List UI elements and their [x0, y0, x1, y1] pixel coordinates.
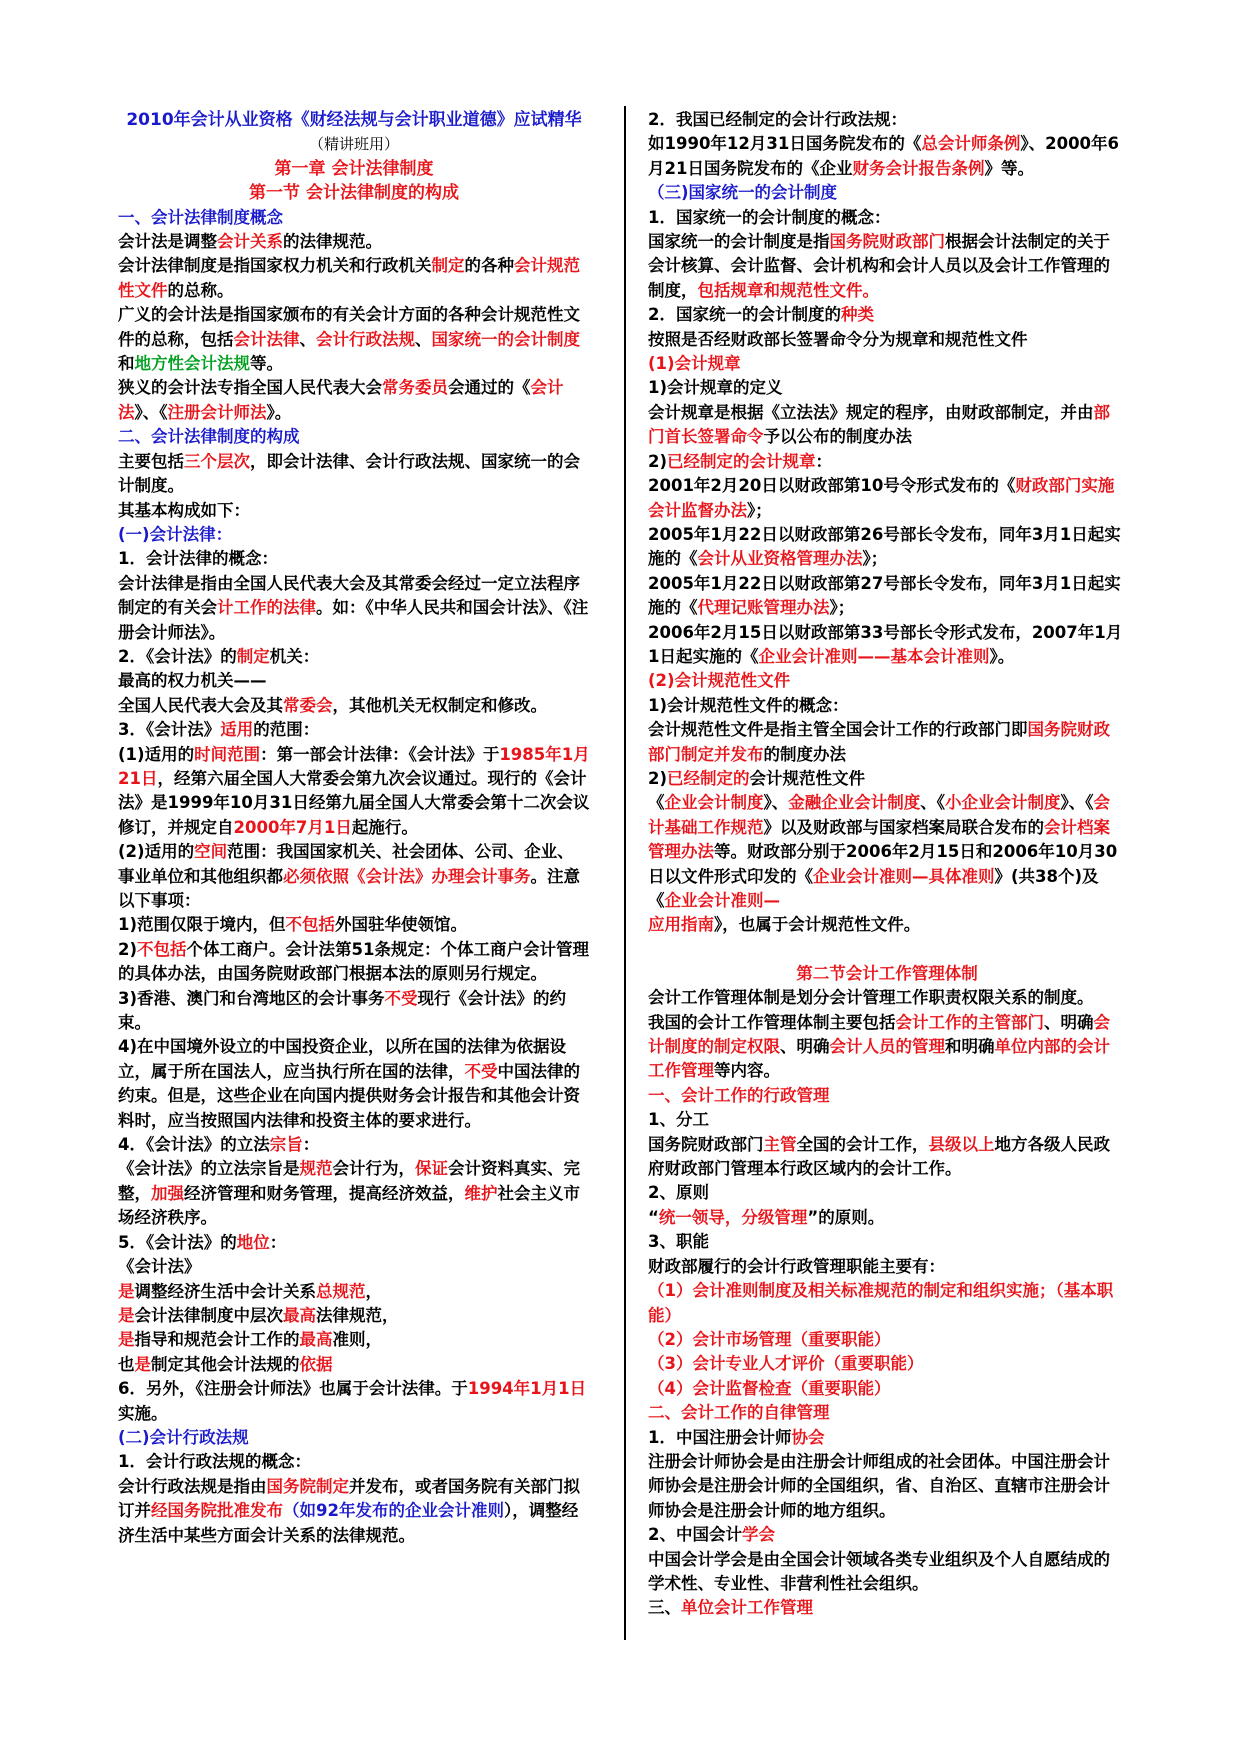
text-run: 计工作的法律: [217, 598, 316, 618]
text-run: 经国务院批准发布: [151, 1501, 283, 1521]
text-run: 财务会计报告条例: [852, 158, 985, 178]
text-run: 会计工作管理体制是划分会计管理工作职责权限关系的制度。: [648, 988, 1094, 1008]
text-run: 三个层次: [184, 451, 250, 471]
text-run: 县级以上: [928, 1134, 995, 1154]
paragraph: [118, 1231, 590, 1255]
text-run: 》(共38个)及《: [648, 866, 1099, 910]
text-run: 中国会计学会是由全国会计领域各类专业组织及个人自愿结成的学术性、专业性、非营利性社会组织。: [648, 1549, 1110, 1593]
text-run: 1．会计行政法规的概念：: [118, 1452, 311, 1472]
text-run: （4）会计监督检查（重要职能）: [648, 1378, 891, 1398]
text-run: 注册会计师协会是由注册会计师组成的社会团体。中国注册会计师协会是注册会计师的全国组织，省、自治区、直辖市注册会计师协会是注册会计师的地方组织。: [648, 1451, 1110, 1520]
text-run: 维护: [464, 1183, 498, 1203]
paragraph: [118, 132, 590, 156]
text-run: 会计人员的管理: [829, 1037, 945, 1057]
paragraph: [648, 962, 1126, 986]
text-run: 最高的权力机关——: [118, 671, 267, 691]
text-run: 会计法: [118, 378, 564, 422]
paragraph: [648, 694, 1126, 718]
text-run: 2): [648, 768, 668, 788]
left-column: [118, 108, 590, 1548]
text-run: 和: [118, 354, 135, 374]
paragraph: [118, 1035, 590, 1133]
text-run: 协会: [791, 1427, 825, 1447]
paragraph: [118, 572, 590, 645]
text-run: 会计法律制度中层次: [134, 1305, 283, 1325]
text-run: 会计工作的主管部门: [895, 1012, 1044, 1032]
paragraph: [118, 1377, 590, 1426]
paragraph: [118, 206, 590, 230]
text-run: 起施行。: [351, 817, 418, 837]
text-run: 的制度办法: [763, 744, 846, 764]
paragraph: [648, 1523, 1126, 1547]
text-run: 会计制度的制定权限: [648, 1012, 1110, 1057]
text-run: 机关：: [269, 646, 320, 666]
text-run: 会计规章是根据《立法法》规定的程序，由财政部制定，并由: [648, 402, 1094, 422]
text-run: 会计关系: [217, 232, 283, 252]
text-run: 会计资料真实、完整，: [118, 1159, 580, 1203]
text-run: 是: [134, 1354, 151, 1374]
text-run: 不受: [464, 1061, 498, 1081]
text-run: （2）会计市场管理（重要职能）: [648, 1329, 891, 1349]
text-run: 》以及财政部与国家档案局联合发布的: [763, 817, 1044, 837]
paragraph: [648, 450, 1126, 474]
paragraph: [648, 913, 1126, 937]
text-run: 已经制定的: [667, 768, 750, 788]
text-run: 个体工商户。会计法第51条规定：个体工商户会计管理的具体办法，由国务院财政部门根据本法的原则另行规定。: [118, 939, 589, 984]
text-run: 企业会计准则—: [664, 891, 780, 910]
text-run: 等。: [250, 354, 283, 374]
text-run: 包括规章和规范性文件。: [697, 280, 879, 300]
text-run: 会计规范性文件: [749, 768, 866, 788]
text-run: 1)会计规范性文件的概念：: [648, 695, 849, 715]
text-run: 如1990年12月31日国务院发布的《: [648, 134, 922, 154]
text-run: 会计法律: [233, 329, 300, 349]
paragraph: [648, 1279, 1126, 1328]
text-run: 》、《: [134, 402, 168, 422]
text-run: 6．另外，《注册会计师法》也属于会计法律。于: [118, 1379, 468, 1399]
paragraph: [648, 303, 1126, 327]
text-run: “: [648, 1207, 659, 1227]
text-run: 1)会计规章的定义: [648, 378, 783, 398]
text-run: 的总称。: [167, 280, 234, 300]
text-run: （如92年发布的企业会计准则: [283, 1501, 504, 1521]
text-run: 第一节 会计法律制度的构成: [249, 183, 459, 204]
text-run: 的各种: [464, 256, 514, 276]
paragraph: [648, 1596, 1126, 1620]
text-run: 地方性会计法规: [134, 354, 250, 374]
paragraph: [648, 718, 1126, 767]
paragraph: [118, 694, 590, 718]
text-run: 。如：《中华人民共和国会计法》、《注册会计师法》。: [118, 598, 589, 642]
text-run: 》，也属于会计规范性文件。: [714, 915, 921, 935]
text-run: 常务委员: [382, 378, 448, 398]
text-run: 法律规范，: [316, 1305, 399, 1325]
paragraph: [648, 791, 1126, 913]
paragraph: [118, 1450, 590, 1474]
text-run: 国家统一的会计制度是指: [648, 232, 830, 252]
paragraph: [648, 986, 1126, 1010]
text-run: (二)会计行政法规: [118, 1427, 249, 1447]
paragraph: [118, 1328, 590, 1352]
paragraph: [118, 1304, 590, 1328]
text-run: 应用指南: [648, 915, 714, 935]
text-run: 总规范: [316, 1281, 366, 1301]
paragraph: [648, 621, 1126, 670]
text-run: 代理记账管理办法: [697, 598, 830, 618]
text-run: （3）会计专业人才评价（重要职能）: [648, 1354, 924, 1374]
text-run: 常委会: [283, 695, 333, 715]
text-run: ，经第六届全国人大常委会第九次会议通过。现行的《会计法》是1999年10月31日经第九届全国人大常委会第十二次会议修订，并规定自: [118, 768, 590, 837]
paragraph: [648, 1181, 1126, 1205]
text-run: 》等。: [984, 158, 1034, 178]
text-run: ，其他机关无权制定和修改。: [332, 695, 547, 715]
text-run: 》、《: [1060, 793, 1094, 813]
text-run: 金融企业会计制度: [788, 793, 921, 813]
text-run: 会计档案管理办法: [648, 817, 1110, 862]
text-run: 1．会计法律的概念：: [118, 549, 278, 569]
paragraph: [118, 987, 590, 1036]
text-run: 种类: [840, 305, 874, 325]
text-run: 广义的会计法是指国家颁布的有关会计方面的各种会计规范性文件的总称，包括: [118, 305, 580, 349]
text-run: 2．《会计法》的: [118, 646, 237, 666]
text-run: 2000年7月1日: [233, 817, 352, 837]
text-run: 第二节会计工作管理体制: [796, 963, 978, 983]
paragraph: [648, 1206, 1126, 1230]
text-run: 会计规范性文件: [118, 256, 580, 300]
text-run: ：第一部会计法律：《会计法》于: [260, 744, 500, 764]
text-run: 三、: [648, 1598, 681, 1618]
text-run: (1)会计规章: [648, 354, 741, 374]
text-run: 宗旨: [269, 1135, 303, 1155]
text-run: ：: [269, 1232, 287, 1252]
text-run: 》；: [747, 500, 772, 520]
text-run: 依据: [299, 1354, 333, 1374]
text-run: 2、原则: [648, 1183, 709, 1203]
text-run: 》；: [862, 549, 888, 569]
text-run: 主要包括: [118, 451, 184, 471]
text-run: 保证: [415, 1159, 448, 1179]
text-run: 制定其他会计法规的: [151, 1354, 300, 1374]
text-run: 2010年会计从业资格《财经法规与会计职业道德》应试精华: [126, 110, 582, 130]
text-run: 1985年1月21日: [118, 744, 590, 788]
text-run: 4．《会计法》的立法: [118, 1135, 270, 1155]
text-run: 》。: [266, 402, 292, 422]
paragraph: [648, 206, 1126, 230]
text-run: 。注意以下事项：: [118, 866, 580, 910]
paragraph-gap: [648, 938, 1126, 962]
text-run: 统一领导，分级管理: [658, 1207, 808, 1227]
text-run: 地方各级人民政府财政部门管理本行政区域内的会计工作。: [648, 1134, 1110, 1179]
text-run: 、: [299, 329, 316, 349]
text-run: 2): [648, 451, 668, 471]
text-run: 地位: [236, 1232, 270, 1252]
text-run: 小企业会计制度: [945, 793, 1061, 813]
paragraph: [118, 840, 590, 913]
paragraph: [648, 1352, 1126, 1376]
text-run: 》；: [829, 598, 855, 618]
paragraph: [118, 913, 590, 937]
text-run: 2006年2月15日以财政部第33号部长令形式发布，2007年1月1日起实施的《: [648, 622, 1123, 666]
text-run: 、明确: [1044, 1012, 1094, 1032]
paragraph: [118, 425, 590, 449]
text-run: 根据会计法制定的关于会计核算、会计监督、会计机构和会计人员以及会计工作管理的制度，: [648, 232, 1110, 300]
paragraph: [648, 572, 1126, 621]
text-run: 学会: [741, 1525, 775, 1545]
paragraph: [648, 1011, 1126, 1084]
text-run: 范围：我国国家机关、社会团体、公司、企业、事业单位和其他组织都: [118, 842, 574, 886]
paragraph: [118, 1255, 590, 1279]
text-run: 制定: [431, 256, 465, 276]
text-run: 已经制定的会计规章: [667, 451, 816, 471]
text-run: 等内容。: [714, 1061, 780, 1081]
text-run: 单位会计工作管理: [681, 1598, 813, 1618]
text-run: 会计行政法规是指由: [118, 1476, 267, 1496]
text-run: 主管: [763, 1134, 797, 1154]
text-run: 会计行政法规: [316, 329, 415, 349]
text-run: 《: [648, 793, 665, 813]
paragraph: [648, 1328, 1126, 1352]
paragraph: [648, 767, 1126, 791]
text-run: （三)国家统一的会计制度: [648, 183, 838, 203]
text-run: 准则，: [332, 1330, 382, 1350]
text-run: 不包括: [137, 939, 187, 959]
paragraph: [118, 1426, 590, 1450]
paragraph: [648, 1401, 1126, 1425]
text-run: 3、职能: [648, 1232, 709, 1252]
text-run: 会计法律制度是指国家权力机关和行政机关: [118, 256, 432, 276]
text-run: 2、中国会计: [648, 1525, 742, 1545]
paragraph: [118, 645, 590, 669]
text-run: 外国驻华使领馆。: [335, 915, 468, 935]
paragraph: [648, 1084, 1126, 1108]
text-run: 国务院财政部门: [829, 232, 945, 252]
paragraph: [648, 1108, 1126, 1132]
text-run: （精讲班用）: [308, 135, 399, 154]
text-run: 会计行为，: [332, 1159, 415, 1179]
text-run: 会计法律是指由全国人民代表大会及其常委会经过一定立法程序制定的有关会: [118, 573, 580, 618]
text-run: 注册会计师法: [167, 402, 267, 422]
text-run: 是: [118, 1281, 135, 1301]
paragraph: [118, 1280, 590, 1304]
text-run: ），调整经济生活中某些方面会计关系的法律规范。: [118, 1501, 579, 1545]
paragraph: [118, 254, 590, 303]
paragraph: [648, 108, 1126, 132]
text-run: 会计规范性文件是指主管全国会计工作的行政部门即: [648, 720, 1028, 740]
text-run: 国家统一的会计制度: [431, 329, 580, 349]
paragraph: [648, 1377, 1126, 1401]
text-run: 规范: [299, 1159, 333, 1179]
text-run: 现行《会计法》的约束。: [118, 988, 567, 1033]
text-run: 、: [415, 329, 432, 349]
paragraph: [118, 303, 590, 376]
text-run: (2)适用的: [118, 842, 195, 862]
right-column: [648, 108, 1126, 1621]
paragraph: [118, 1157, 590, 1230]
text-run: 会计从业资格管理办法: [697, 549, 863, 569]
text-run: 第一章 会计法律制度: [274, 158, 434, 179]
paragraph: [118, 1133, 590, 1157]
text-run: 是: [118, 1330, 135, 1350]
text-run: 二、会计工作的自律管理: [648, 1403, 830, 1423]
paragraph: [118, 181, 590, 205]
text-run: 社会主义市场经济秩序。: [118, 1183, 580, 1228]
paragraph: [648, 669, 1126, 693]
paragraph: [648, 474, 1126, 523]
text-run: 并发布，或者国务院有关部门拟订并: [118, 1476, 580, 1521]
text-run: 按照是否经财政部长签署命令分为规章和规范性文件: [648, 329, 1028, 349]
paragraph: [648, 1230, 1126, 1254]
text-run: 一、会计法律制度概念: [118, 207, 283, 227]
text-run: ，即会计法律、会计行政法规、国家统一的会计制度。: [118, 451, 580, 496]
paragraph: [648, 181, 1126, 205]
text-run: 、《: [920, 793, 945, 813]
text-run: 《会计法》: [118, 1257, 201, 1277]
text-run: 2．国家统一的会计制度的: [648, 305, 841, 325]
paragraph: [118, 230, 590, 254]
text-run: 也: [118, 1354, 135, 1374]
text-run: 二、会计法律制度的构成: [118, 427, 300, 447]
text-run: 财政部门实施会计监督办法: [648, 476, 1115, 520]
paragraph: [118, 547, 590, 571]
text-run: 经济管理和财务管理，提高经济效益，: [184, 1183, 465, 1203]
paragraph: [648, 1450, 1126, 1523]
text-run: (1)适用的: [118, 744, 195, 764]
text-run: 2．我国已经制定的会计行政法规：: [648, 110, 907, 129]
text-run: 1、分工: [648, 1110, 709, 1130]
text-run: 的范围：: [253, 720, 320, 740]
text-run: 和明确: [945, 1037, 995, 1057]
text-run: 》。: [989, 646, 1015, 666]
text-run: 全国人民代表大会及其: [118, 695, 283, 715]
text-run: 实施。: [118, 1403, 168, 1423]
paragraph: [648, 328, 1126, 352]
text-run: 时间范围: [194, 744, 261, 764]
paragraph: [648, 132, 1126, 181]
text-run: 》、: [763, 793, 789, 813]
paragraph: [118, 669, 590, 693]
text-run: 2001年2月20日以财政部第10号令形式发布的《: [648, 476, 1016, 496]
text-run: 、明确: [780, 1037, 830, 1057]
paragraph: [118, 523, 590, 547]
text-run: 等。财政部分别于2006年2月15日和2006年10月30日以文件形式印发的《: [648, 842, 1118, 886]
text-run: 2005年1月22日以财政部第27号部长令发布，同年3月1日起实施的《: [648, 573, 1121, 618]
text-run: 会计法是调整: [118, 232, 217, 252]
paragraph: [118, 1475, 590, 1548]
text-run: 企业会计准则—具体准则: [813, 866, 995, 886]
text-run: 加强: [151, 1183, 184, 1203]
text-run: 国务院制定: [266, 1476, 349, 1496]
paragraph: [648, 1426, 1126, 1450]
text-run: 会计基础工作规范: [648, 793, 1110, 837]
text-run: 是: [118, 1305, 135, 1325]
text-run: 2005年1月22日以财政部第26号部长令发布，同年3月1日起实施的《: [648, 524, 1121, 569]
text-run: ，: [365, 1281, 382, 1301]
paragraph: [118, 743, 590, 841]
text-run: ：: [815, 451, 833, 471]
text-run: 狭义的会计法专指全国人民代表大会: [118, 378, 382, 398]
column-divider: [624, 106, 626, 1640]
text-run: 调整经济生活中会计关系: [134, 1281, 316, 1301]
paragraph: [648, 352, 1126, 376]
text-run: 部门首长签署命令: [648, 402, 1110, 447]
text-run: 指导和规范会计工作的: [134, 1330, 300, 1350]
text-run: （1）会计准则制度及相关标准规范的制定和组织实施；（基本职能）: [648, 1281, 1114, 1325]
text-run: 》、2000年6月21日国务院发布的《企业: [648, 134, 1120, 178]
paragraph: [648, 523, 1126, 572]
paragraph: [648, 1133, 1126, 1182]
text-run: 3)香港、澳门和台湾地区的会计事务: [118, 988, 385, 1008]
text-run: 最高: [299, 1330, 333, 1350]
paragraph: [118, 157, 590, 181]
text-run: 我国的会计工作管理体制主要包括: [648, 1012, 896, 1032]
paragraph: [118, 938, 590, 987]
text-run: 1．国家统一的会计制度的概念：: [648, 207, 891, 227]
text-run: 4)在中国境外设立的中国投资企业，以所在国的法律为依据设立，属于所在国法人，应当执行所在国的法律，: [118, 1037, 567, 1081]
text-run: 《会计法》的立法宗旨是: [118, 1159, 300, 1179]
text-run: 予以公布的制度办法: [763, 427, 912, 447]
text-run: 的法律规范。: [283, 232, 382, 252]
text-run: 单位内部的会计工作管理: [648, 1037, 1110, 1081]
text-run: 企业会计制度: [664, 793, 764, 813]
text-run: 制定: [236, 646, 270, 666]
text-run: 1．中国注册会计师: [648, 1427, 792, 1447]
text-run: 1994年1月1日: [467, 1379, 587, 1399]
text-run: 2): [118, 939, 138, 959]
paragraph: [118, 108, 590, 132]
paragraph: [118, 499, 590, 523]
text-run: 最高: [283, 1305, 316, 1325]
text-run: 国务院财政部门: [648, 1134, 764, 1154]
text-run: 企业会计准则——基本会计准则: [758, 646, 990, 666]
paragraph: [118, 376, 590, 425]
text-run: 一、会计工作的行政管理: [648, 1085, 830, 1105]
text-run: 必须依照《会计法》办理会计事务: [283, 866, 531, 886]
paragraph: [118, 1353, 590, 1377]
paragraph: [648, 1255, 1126, 1279]
text-run: ”的原则。: [807, 1207, 885, 1227]
text-run: ：: [302, 1135, 320, 1155]
text-run: 总会计师条例: [921, 134, 1021, 154]
text-run: 国务院财政部门制定并发布: [648, 720, 1110, 764]
text-run: 3．《会计法》: [118, 720, 221, 740]
text-run: 适用: [220, 720, 254, 740]
paragraph: [648, 1548, 1126, 1597]
text-run: 会通过的《: [448, 378, 531, 398]
text-run: 空间: [194, 842, 228, 862]
text-run: 不包括: [285, 915, 336, 935]
paragraph: [118, 718, 590, 742]
text-run: (一)会计法律：: [118, 524, 233, 544]
text-run: 1)范围仅限于境内，但: [118, 915, 286, 935]
text-run: 其基本构成如下：: [118, 500, 250, 520]
text-run: 财政部履行的会计行政管理职能主要有：: [648, 1256, 945, 1276]
text-run: 中国法律的约束。但是，这些企业在向国内提供财务会计报告和其他会计资料时，应当按照国内法律和投资主体的要求进行。: [118, 1061, 580, 1130]
paragraph: [648, 401, 1126, 450]
paragraph: [648, 376, 1126, 400]
text-run: 5．《会计法》的: [118, 1232, 237, 1252]
text-run: 不受: [384, 988, 418, 1008]
paragraph: [118, 450, 590, 499]
text-run: 全国的会计工作，: [796, 1134, 929, 1154]
paragraph: [648, 230, 1126, 303]
text-run: (2)会计规范性文件: [648, 671, 791, 691]
